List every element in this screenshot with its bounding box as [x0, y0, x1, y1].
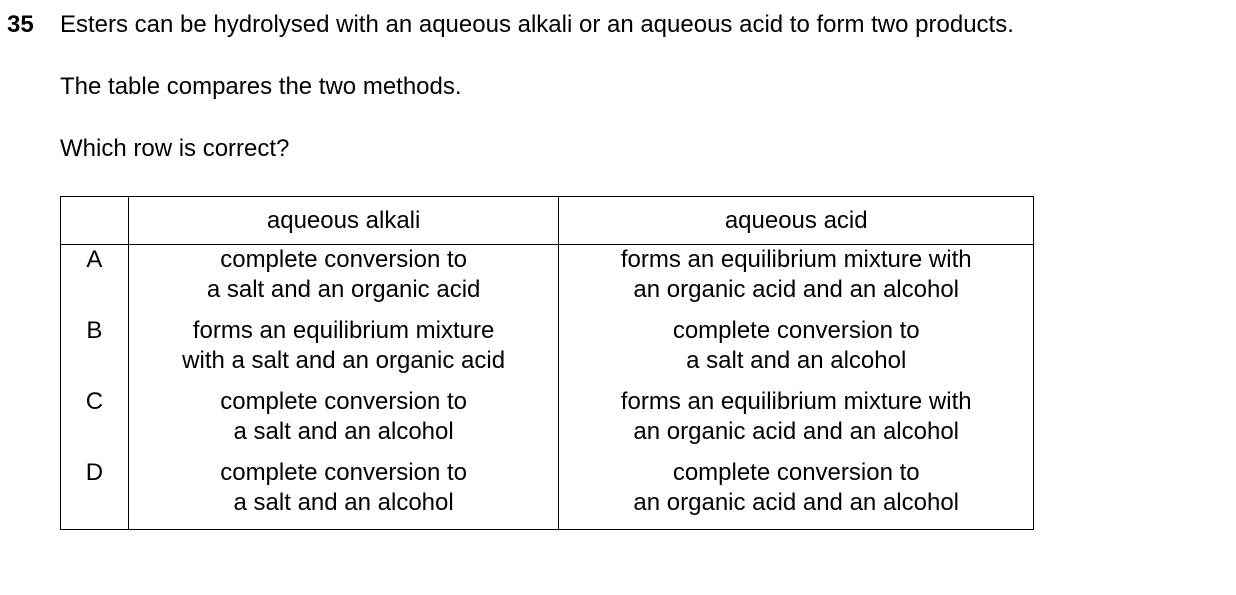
table-row: [61, 316, 1034, 387]
cell-text-line: an organic acid and an alcohol: [633, 489, 959, 516]
cell-text-line: complete conversion to: [220, 459, 468, 486]
header-cell-empty: [61, 197, 129, 245]
alkali-cell: [128, 387, 559, 458]
cell-text-line: an organic acid and an alcohol: [633, 418, 959, 445]
cell-text-line: complete conversion to: [220, 388, 468, 415]
cell-text-line: an organic acid and an alcohol: [633, 276, 959, 303]
question-stem-line: Esters can be hydrolysed with an aqueous alkali or an aqueous acid to form two products.: [60, 11, 1014, 38]
cell-text-line: forms an equilibrium mixture: [192, 317, 495, 344]
cell-text-line: a salt and an alcohol: [233, 418, 454, 445]
cell-text-line: a salt and an organic acid: [206, 276, 481, 303]
option-letter: A: [61, 245, 129, 317]
option-letter: B: [61, 316, 129, 387]
alkali-cell: [128, 458, 559, 530]
cell-text-line: a salt and an alcohol: [233, 489, 454, 516]
option-letter: D: [61, 458, 129, 530]
cell-text-line: a salt and an alcohol: [686, 347, 907, 374]
alkali-cell: [128, 245, 559, 317]
table-row: [61, 458, 1034, 530]
question-stem-line: The table compares the two methods.: [60, 73, 462, 100]
comparison-table: [60, 196, 1034, 530]
cell-text-line: forms an equilibrium mixture with: [620, 246, 972, 273]
question-number: 35: [7, 11, 34, 38]
table-row: [61, 387, 1034, 458]
cell-text-line: complete conversion to: [220, 246, 468, 273]
option-letter: C: [61, 387, 129, 458]
cell-text-line: complete conversion to: [672, 459, 920, 486]
acid-cell: [559, 387, 1034, 458]
acid-cell: [559, 458, 1034, 530]
cell-text-line: complete conversion to: [672, 317, 920, 344]
table-header-row: [61, 197, 1034, 245]
question-prompt: Which row is correct?: [60, 135, 290, 162]
cell-text-line: with a salt and an organic acid: [182, 347, 506, 374]
acid-cell: [559, 316, 1034, 387]
alkali-cell: [128, 316, 559, 387]
header-cell-aqueous-acid: aqueous acid: [559, 197, 1034, 245]
table-row: [61, 245, 1034, 317]
header-cell-aqueous-alkali: aqueous alkali: [128, 197, 559, 245]
cell-text-line: forms an equilibrium mixture with: [620, 388, 972, 415]
acid-cell: [559, 245, 1034, 317]
